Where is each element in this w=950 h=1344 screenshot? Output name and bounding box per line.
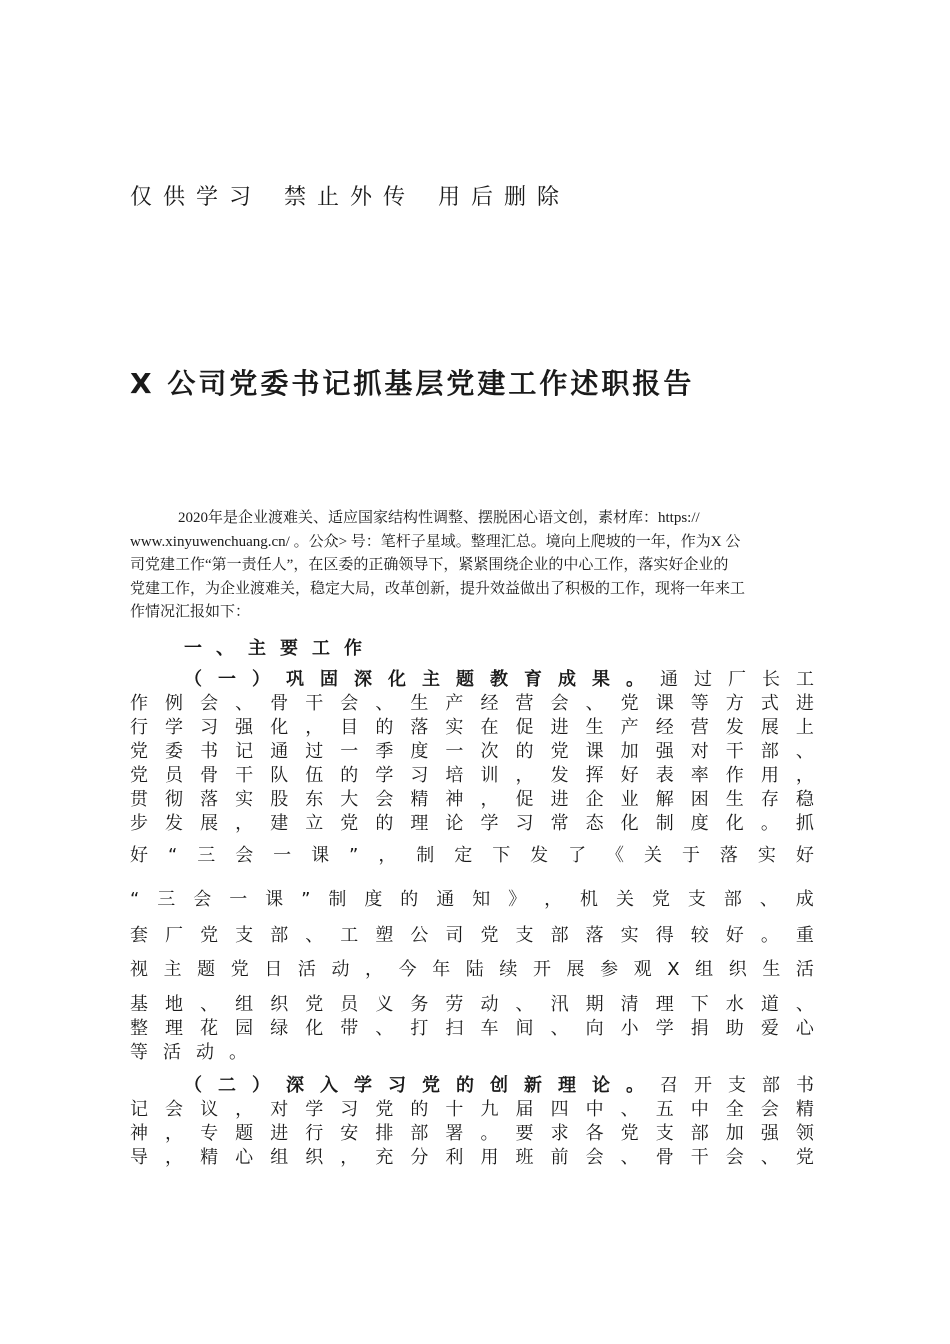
intro-line: 党建工作，为企业渡难关，稳定大局，改革创新，提升效益做出了积极的工作，现将一年来工 xyxy=(130,580,746,597)
body-line: 基 地 、 组 织 党 员 义 务 劳 动 、 汛 期 清 理 下 水 道 、 xyxy=(130,994,814,1015)
body-line: 神 ， 专 题 进 行 安 排 部 署 。 要 求 各 党 支 部 加 强 领 xyxy=(130,1123,814,1144)
body-line: 行 学 习 强 化 ， 目 的 落 实 在 促 进 生 产 经 营 发 展 上 xyxy=(130,717,814,738)
page-title: X 公司党委书记抓基层党建工作述职报告 xyxy=(130,367,695,400)
body-line: 导 ， 精 心 组 织 ， 充 分 利 用 班 前 会 、 骨 干 会 、 党 xyxy=(130,1147,814,1168)
body-line: 等活动。 xyxy=(130,1042,262,1063)
intro-line: 司党建工作“第一责任人”，在区委的正确领导下，紧紧围绕企业的中心工作，落实好企业的 xyxy=(130,557,729,573)
section-heading: 一、主要工作 xyxy=(184,638,376,659)
body-line: “ 三 会 一 课 ” 制 度 的 通 知 》 ， 机 关 党 支 部 、 成 xyxy=(130,889,814,910)
body-line: 党 委 书 记 通 过 一 季 度 一 次 的 党 课 加 强 对 干 部 、 xyxy=(130,741,814,762)
body-line: 步 发 展 ， 建 立 党 的 理 论 学 习 常 态 化 制 度 化 。 抓 xyxy=(130,813,814,834)
body-line: （ 二 ） 深 入 学 习 党 的 创 新 理 论 。 召 开 支 部 书 xyxy=(184,1075,814,1096)
body-line: 作 例 会 、 骨 干 会 、 生 产 经 营 会 、 党 课 等 方 式 进 xyxy=(130,693,814,714)
intro-line: 作情况汇报如下： xyxy=(130,604,251,620)
notice-part: 禁止外传 xyxy=(284,185,417,210)
confidential-notice xyxy=(130,180,592,211)
body-line: 贯 彻 落 实 股 东 大 会 精 神 ， 促 进 企 业 解 困 生 存 稳 xyxy=(130,789,814,810)
body-line: 党 员 骨 干 队 伍 的 学 习 培 训 ， 发 挥 好 表 率 作 用 ， xyxy=(130,765,814,786)
body-line: 好 “ 三 会 一 课 ” ， 制 定 下 发 了 《 关 于 落 实 好 xyxy=(130,845,814,866)
body-line: 整 理 花 园 绿 化 带 、 打 扫 车 间 、 向 小 学 捐 助 爱 心 xyxy=(130,1018,814,1039)
intro-line: www.xinyuwenchuang.cn/ 。公众> 号：笔杆子星域。整理汇总。境向上爬坡的一年，作为X 公 xyxy=(130,533,741,550)
intro-line: 2020年是企业渡难关、适应国家结构性调整、摆脱困心语文创，素材库：https:// xyxy=(178,510,700,526)
body-line: （ 一 ） 巩 固 深 化 主 题 教 育 成 果 。 通 过 厂 长 工 xyxy=(184,669,814,690)
intro-paragraph xyxy=(130,507,830,625)
body-line: 记 会 议 ， 对 学 习 党 的 十 九 届 四 中 、 五 中 全 会 精 xyxy=(130,1099,814,1120)
notice-part: 用后删除 xyxy=(438,185,571,210)
body-line: 视 主 题 党 日 活 动 ， 今 年 陆 续 开 展 参 观 X 组 织 生 活 xyxy=(130,959,814,980)
notice-part: 仅供学习 xyxy=(130,185,263,210)
body-line: 套 厂 党 支 部 、 工 塑 公 司 党 支 部 落 实 得 较 好 。 重 xyxy=(130,925,814,946)
